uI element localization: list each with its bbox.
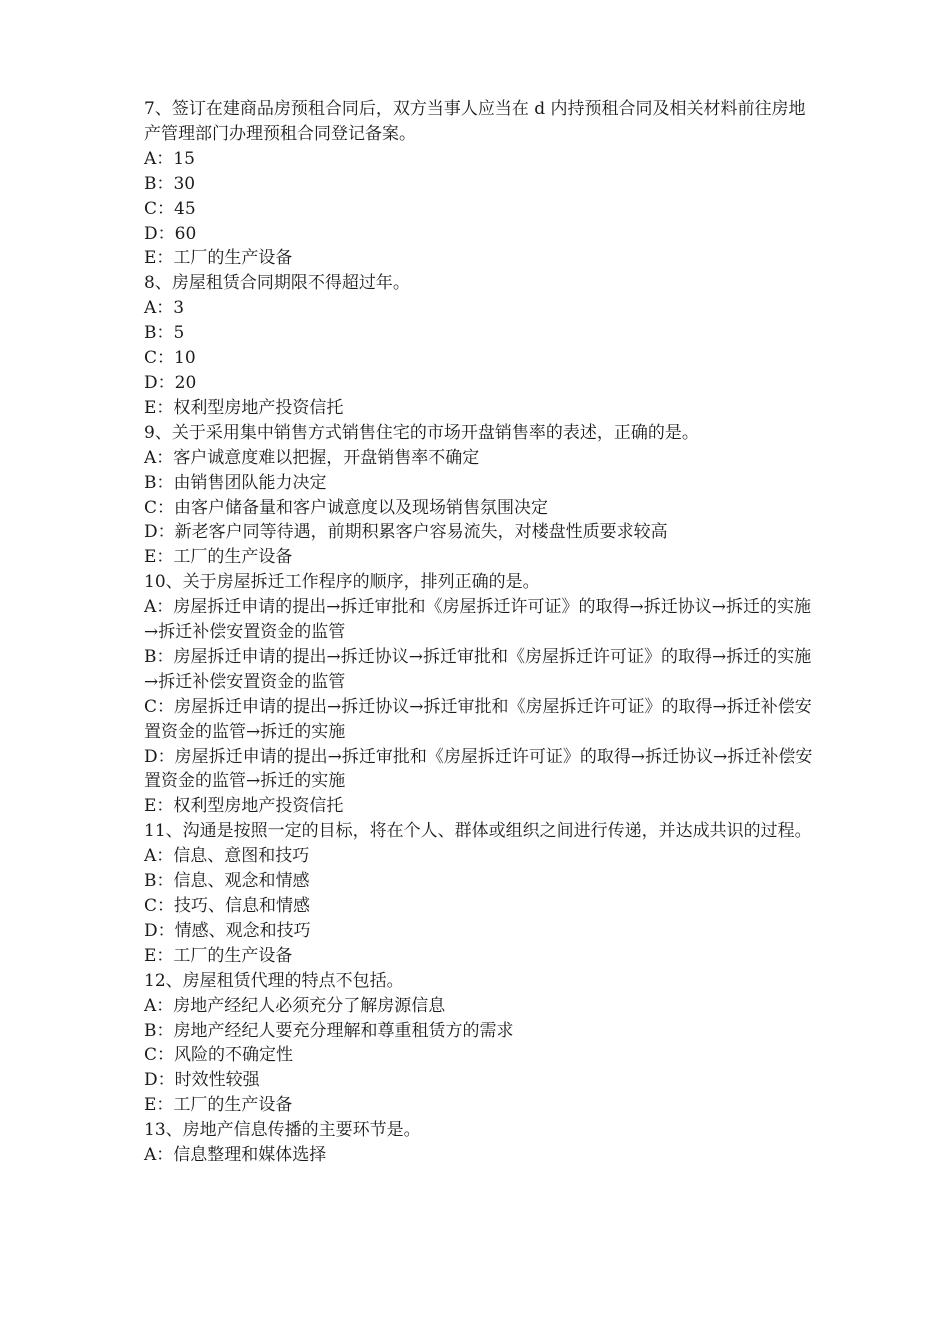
option-b: B：房地产经纪人要充分理解和尊重租赁方的需求: [144, 1020, 514, 1041]
option-e: E：工厂的生产设备: [144, 1095, 293, 1116]
option-c: C：10: [144, 348, 196, 369]
option-e: E：工厂的生产设备: [144, 248, 293, 269]
option-a: A：15: [144, 148, 195, 169]
option-d: D：时效性较强: [144, 1070, 260, 1091]
option-b: B：信息、观念和情感: [144, 871, 310, 892]
option-d: D：情感、观念和技巧: [144, 920, 311, 941]
question-stem: 9、关于采用集中销售方式销售住宅的市场开盘销售率的表述，正确的是。: [144, 422, 699, 443]
question-stem: 7、签订在建商品房预租合同后，双方当事人应当在 d 内持预租合同及相关材料前往房地产管理部门办理预租合同登记备案。: [144, 99, 806, 144]
option-a: A：3: [144, 298, 185, 319]
option-e: E：权利型房地产投资信托: [144, 796, 344, 817]
option-b: B：30: [144, 173, 196, 194]
option-a: A：房屋拆迁申请的提出→拆迁审批和《房屋拆迁许可证》的取得→拆迁协议→拆迁的实施→拆迁补偿安置资金的监管: [144, 597, 812, 643]
option-b: B：5: [144, 323, 185, 344]
option-d: D：60: [144, 223, 197, 244]
question-stem: 12、房屋租赁代理的特点不包括。: [144, 970, 404, 991]
option-e: E：权利型房地产投资信托: [144, 397, 344, 418]
question-13: [144, 1118, 820, 1168]
option-b: B：房屋拆迁申请的提出→拆迁协议→拆迁审批和《房屋拆迁许可证》的取得→拆迁的实施→拆迁补偿安置资金的监管: [144, 646, 812, 692]
question-9: [144, 421, 820, 570]
option-d: D：20: [144, 372, 197, 393]
option-c: C：风险的不确定性: [144, 1045, 294, 1066]
option-b: B：由销售团队能力决定: [144, 472, 327, 493]
question-11: [144, 819, 820, 968]
question-stem: 10、关于房屋拆迁工作程序的顺序，排列正确的是。: [144, 572, 540, 593]
question-stem: 11、沟通是按照一定的目标，将在个人、群体或组织之间进行传递，并达成共识的过程。: [144, 821, 812, 842]
option-a: A：信息整理和媒体选择: [144, 1145, 327, 1166]
option-e: E：工厂的生产设备: [144, 945, 293, 966]
question-8: [144, 271, 820, 420]
option-d: D：房屋拆迁申请的提出→拆迁审批和《房屋拆迁许可证》的取得→拆迁协议→拆迁补偿安置资金的监管→拆迁的实施: [144, 746, 813, 792]
question-12: [144, 969, 820, 1118]
question-stem: 8、房屋租赁合同期限不得超过年。: [144, 273, 410, 294]
document-page: [144, 97, 820, 1168]
option-d: D：新老客户同等待遇，前期积累客户容易流失，对楼盘性质要求较高: [144, 522, 668, 543]
question-7: [144, 97, 820, 271]
option-c: C：技巧、信息和情感: [144, 896, 311, 916]
question-stem: 13、房地产信息传播的主要环节是。: [144, 1120, 421, 1141]
question-10: [144, 570, 820, 819]
option-a: A：信息、意图和技巧: [144, 846, 310, 867]
option-c: C：45: [144, 198, 196, 219]
option-a: A：客户诚意度难以把握，开盘销售率不确定: [144, 447, 480, 468]
option-c: C：由客户储备量和客户诚意度以及现场销售氛围决定: [144, 497, 549, 518]
option-a: A：房地产经纪人必须充分了解房源信息: [144, 995, 446, 1016]
option-e: E：工厂的生产设备: [144, 547, 293, 568]
option-c: C：房屋拆迁申请的提出→拆迁协议→拆迁审批和《房屋拆迁许可证》的取得→拆迁补偿安置资金的监管→拆迁的实施: [144, 696, 812, 742]
